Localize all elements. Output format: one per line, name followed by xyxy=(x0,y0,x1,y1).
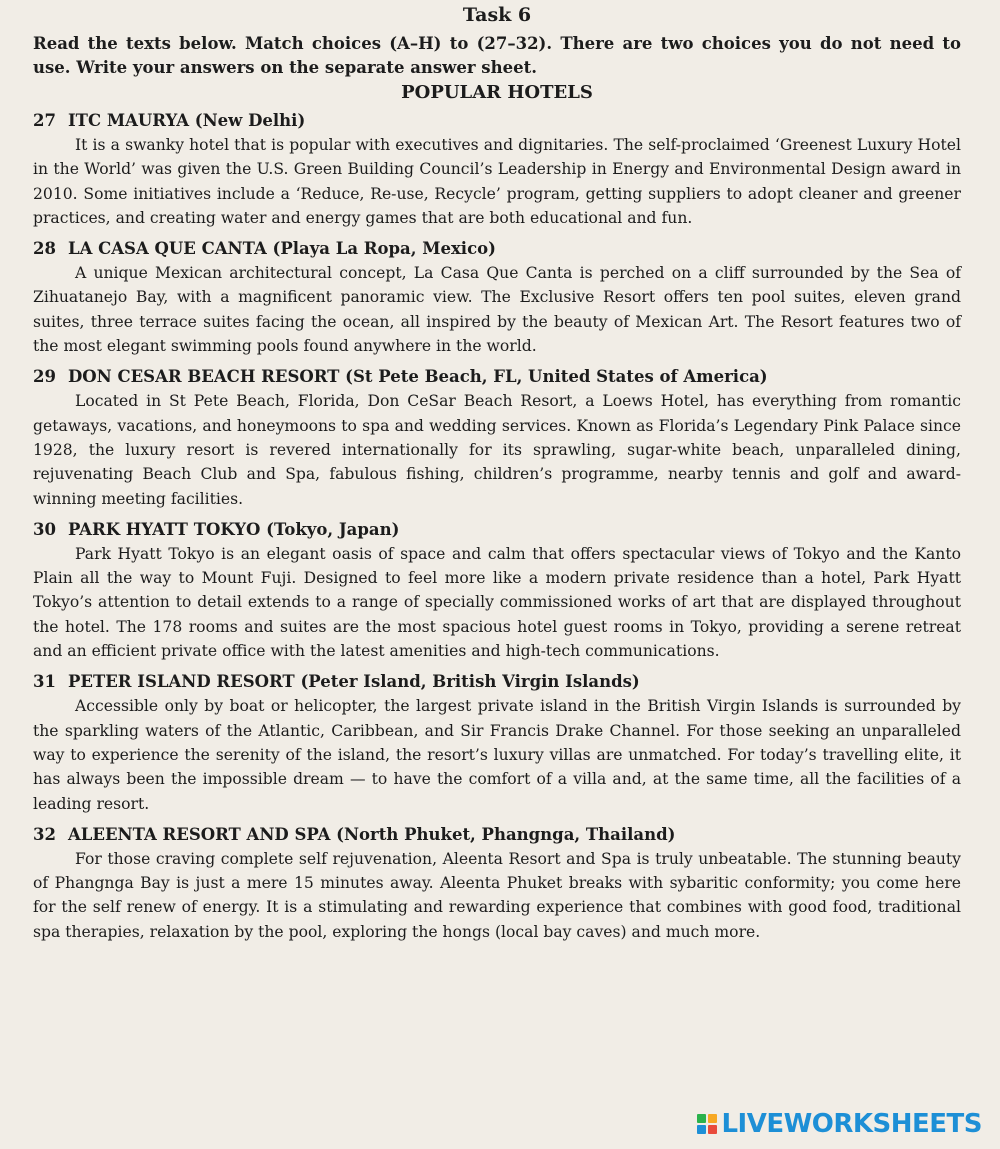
logo-square-green xyxy=(697,1114,706,1123)
hotel-description: Accessible only by boat or helicopter, the largest private island in the British Virgin Islands is surrounded by the sparkling waters of the Atlantic, Caribbean, and Sir Francis Drake Channel. For those seeking an unparalleled way to experience the serenity of the island, the resort’s luxury villas are unmatched. For today’s travelling elite, it has always been the impossible dream — to have the comfort of a villa and, at the same time, all the facilities of a leading resort. xyxy=(33,697,961,813)
hotel-heading xyxy=(33,670,961,694)
logo-square-orange xyxy=(708,1114,717,1123)
hotel-heading xyxy=(33,109,961,133)
hotel-heading xyxy=(33,237,961,261)
hotel-heading xyxy=(33,823,961,847)
hotel-heading xyxy=(33,365,961,389)
hotel-number: 28 xyxy=(33,239,56,259)
hotel-number: 31 xyxy=(33,672,56,692)
liveworksheets-watermark xyxy=(697,1109,982,1139)
hotel-heading xyxy=(33,518,961,542)
hotel-entry-29 xyxy=(33,365,961,510)
hotel-entry-30 xyxy=(33,518,961,663)
hotel-name: DON CESAR BEACH RESORT (St Pete Beach, FL, United States of America) xyxy=(67,367,768,387)
hotel-description: It is a swanky hotel that is popular with executives and dignitaries. The self-proclaimed ‘Greenest Luxury Hotel in the World’ was given the U.S. Green Building Council’s Leadership in Energy and Environmental Design award in 2010. Some initiatives include a ‘Reduce, Re-use, Recycle’ program, getting suppliers to adopt cleaner and greener practices, and creating water and energy games that are both educational and fun. xyxy=(33,136,961,227)
hotel-entry-27 xyxy=(33,109,961,230)
section-title: POPULAR HOTELS xyxy=(401,82,593,103)
logo-square-blue xyxy=(697,1125,706,1134)
worksheet-page xyxy=(33,4,961,951)
hotel-number: 27 xyxy=(33,111,56,130)
hotel-name: ITC MAURYA (New Delhi) xyxy=(67,111,306,130)
hotel-name: PETER ISLAND RESORT (Peter Island, British Virgin Islands) xyxy=(67,672,640,692)
hotel-entry-32 xyxy=(33,823,961,944)
hotel-description: Park Hyatt Tokyo is an elegant oasis of space and calm that offers spectacular views of Tokyo and the Kanto Plain all the way to Mount Fuji. Designed to feel more like a modern private residence than a hotel, Park Hyatt Tokyo’s attention to detail extends to a range of specially commissioned works of art that are displayed throughout the hotel. The 178 rooms and suites are the most spacious hotel guest rooms in Tokyo, providing a serene retreat and an efficient private office with the latest amenities and high-tech communications. xyxy=(33,544,961,661)
hotel-name: ALEENTA RESORT AND SPA (North Phuket, Phangnga, Thailand) xyxy=(67,824,676,844)
task-title: Task 6 xyxy=(462,4,532,26)
logo-square-red xyxy=(708,1125,717,1134)
hotel-number: 30 xyxy=(33,519,56,539)
hotel-number: 32 xyxy=(33,824,56,844)
hotel-description: Located in St Pete Beach, Florida, Don CeSar Beach Resort, a Loews Hotel, has everything from romantic getaways, vacations, and honeymoons to spa and wedding services. Known as Florida’s Legendary Pink Palace since 1928, the luxury resort is revered internationally for its sprawling, sugar-white beach, unparalleled dining, rejuvenating Beach Club and Spa, fabulous fishing, children’s programme, nearby tennis and golf and award-winning meeting facilities. xyxy=(33,392,961,508)
hotel-description: A unique Mexican architectural concept, La Casa Que Canta is perched on a cliff surrounded by the Sea of Zihuatanejo Bay, with a magnificent panoramic view. The Exclusive Resort offers ten pool suites, eleven grand suites, three terrace suites facing the ocean, all inspired by the beauty of Mexican Art. The Resort features two of the most elegant swimming pools found anywhere in the world. xyxy=(33,264,961,356)
hotel-name: LA CASA QUE CANTA (Playa La Ropa, Mexico) xyxy=(67,239,496,259)
hotel-name: PARK HYATT TOKYO (Tokyo, Japan) xyxy=(67,519,400,539)
watermark-text: LIVEWORKSHEETS xyxy=(721,1109,982,1139)
hotel-entry-28 xyxy=(33,237,961,358)
task-instructions: Read the texts below. Match choices (A–H) to (27–32). There are two choices you do not need to use. Write your answers on the separate answer sheet. xyxy=(33,34,961,77)
hotel-number: 29 xyxy=(33,367,56,387)
hotel-entry-31 xyxy=(33,670,961,815)
hotel-description: For those craving complete self rejuvenation, Aleenta Resort and Spa is truly unbeatable. The stunning beauty of Phangnga Bay is just a mere 15 minutes away. Aleenta Phuket breaks with sybaritic conformity; you come here for the self renew of energy. It is a stimulating and rewarding experience that combines with good food, traditional spa therapies, relaxation by the pool, exploring the hongs (local bay caves) and much more. xyxy=(33,849,961,941)
liveworksheets-logo-icon xyxy=(697,1114,717,1134)
